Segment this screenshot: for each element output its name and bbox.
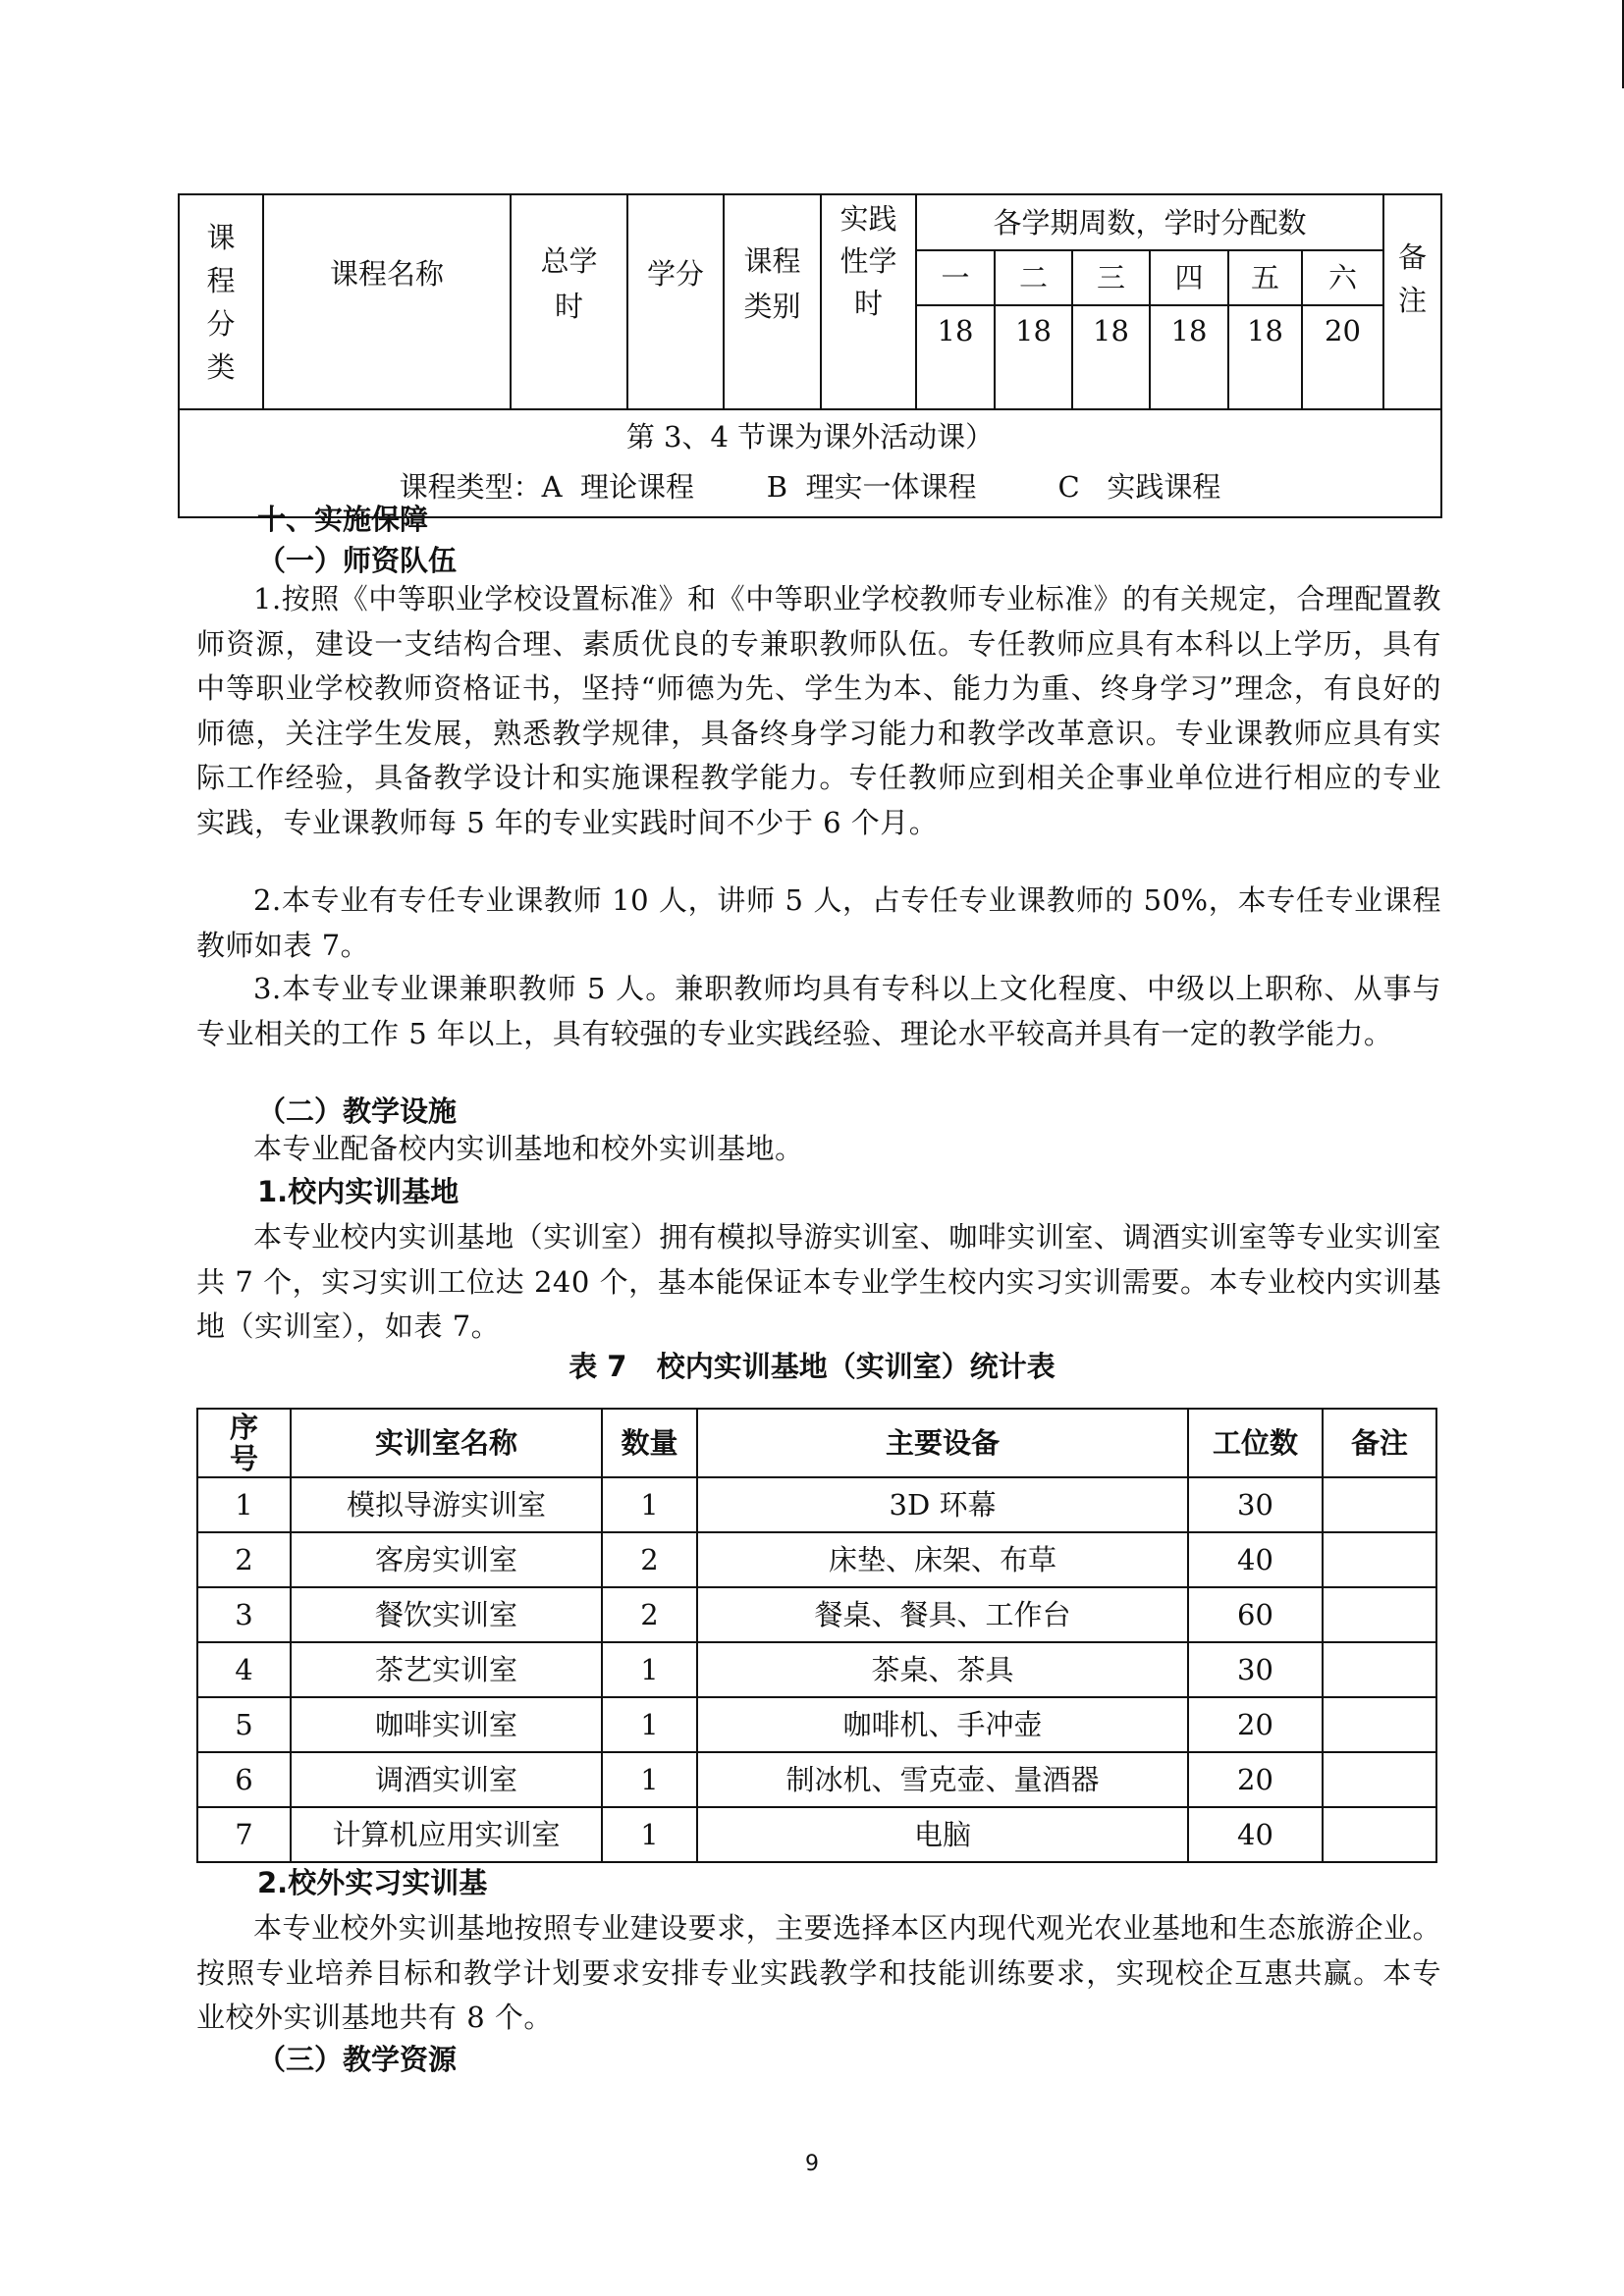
row-number: 3 [235, 1598, 253, 1631]
header-text: 时 [853, 287, 883, 320]
header-no [198, 1410, 290, 1476]
station-count: 60 [1237, 1598, 1273, 1631]
semester-weeks: 18 [1015, 314, 1052, 347]
header-text: 序 [229, 1411, 258, 1444]
room-equipment: 餐桌、餐具、工作台 [814, 1598, 1071, 1631]
room-name: 咖啡实训室 [374, 1708, 517, 1741]
semester-name: 二 [1018, 261, 1048, 294]
room-quantity: 1 [640, 1818, 659, 1851]
subsection-title-facilities: （二）教学设施 [257, 1095, 458, 1128]
item-title-offcampus: 2.校外实习实训基 [257, 1866, 488, 1899]
header-remarks: 备注 [1350, 1426, 1408, 1460]
row-number: 1 [235, 1488, 253, 1522]
room-quantity: 2 [640, 1543, 659, 1576]
header-course-name: 课程名称 [329, 257, 444, 291]
header-practice-hours [822, 195, 915, 328]
semester-name: 六 [1327, 261, 1357, 294]
room-equipment: 咖啡机、手冲壶 [842, 1708, 1043, 1741]
paragraph-offcampus: 本专业校外实训基地按照专业建设要求，主要选择本区内现代观光农业基地和生态旅游企业。按照专业培养目标和教学计划要求安排专业实践教学和技能训练要求，实现校企互惠共赢。本专业校外实训基地共有 8 个。 [196, 1911, 1441, 2034]
semester-weeks: 18 [1170, 314, 1208, 347]
row-remarks [1324, 1698, 1435, 1751]
header-text: 分 [206, 306, 236, 341]
row-remarks [1324, 1478, 1435, 1531]
header-quantity: 数量 [621, 1426, 678, 1460]
semester-weeks: 18 [937, 314, 974, 347]
station-count: 40 [1237, 1818, 1273, 1851]
header-text: 程 [206, 263, 236, 297]
row-remarks [1324, 1643, 1435, 1696]
paragraph-oncampus: 本专业校内实训基地（实训室）拥有模拟导游实训室、咖啡实训室、调酒实训室等专业实训室共 7 个，实习实训工位达 240 个，基本能保证本专业学生校内实习实训需要。本专业校内实训基地（实训室），如表 7。 [196, 1220, 1441, 1343]
header-course-category [180, 195, 262, 408]
page-number: 9 [805, 2152, 819, 2176]
paragraph-facilities-intro: 本专业配备校内实训基地和校外实训基地。 [253, 1132, 804, 1165]
header-text: 总学 [540, 244, 598, 278]
room-equipment: 电脑 [913, 1818, 971, 1851]
room-name: 客房实训室 [374, 1543, 517, 1576]
table-border [196, 1861, 1437, 1863]
row-remarks [1324, 1588, 1435, 1641]
room-equipment: 制冰机、雪克壶、量酒器 [785, 1763, 1100, 1796]
header-semester-group: 各学期周数，学时分配数 [993, 205, 1307, 240]
room-quantity: 1 [640, 1488, 659, 1522]
semester-name: 五 [1250, 261, 1279, 294]
station-count: 20 [1237, 1763, 1273, 1796]
station-count: 30 [1237, 1653, 1273, 1686]
header-credits: 学分 [646, 257, 704, 291]
room-quantity: 1 [640, 1708, 659, 1741]
room-equipment: 床垫、床架、布草 [828, 1543, 1056, 1576]
room-quantity: 1 [640, 1763, 659, 1796]
semester-name: 三 [1096, 261, 1125, 294]
header-text: 时 [554, 290, 583, 323]
table-border [1435, 1408, 1437, 1863]
room-name: 餐饮实训室 [374, 1598, 517, 1631]
header-text: 号 [229, 1442, 258, 1475]
header-text: 注 [1397, 284, 1427, 317]
header-text: 类别 [743, 290, 801, 323]
header-text: 课程 [743, 244, 801, 278]
header-room-name: 实训室名称 [374, 1426, 517, 1460]
semester-name: 一 [941, 261, 970, 294]
header-text: 类 [206, 349, 236, 384]
header-text: 课 [206, 220, 236, 254]
paragraph-teachers-3: 3.本专业专业课兼职教师 5 人。兼职教师均具有专科以上文化程度、中级以上职称、从事与专业相关的工作 5 年以上，具有较强的专业实践经验、理论水平较高并具有一定的教学能力。 [196, 972, 1441, 1050]
header-text: 备 [1397, 240, 1427, 274]
semester-weeks: 20 [1325, 314, 1361, 347]
subsection-title-resources: （三）教学资源 [257, 2043, 458, 2076]
station-count: 30 [1237, 1488, 1273, 1522]
section-title: 十、实施保障 [257, 503, 429, 536]
header-equipment: 主要设备 [885, 1426, 1000, 1460]
header-text: 实践 [839, 202, 897, 236]
header-stations: 工位数 [1212, 1426, 1298, 1460]
subsection-title-teachers: （一）师资队伍 [257, 544, 458, 577]
station-count: 40 [1237, 1543, 1273, 1576]
row-number: 7 [235, 1818, 253, 1851]
row-number: 4 [235, 1653, 253, 1686]
room-name: 调酒实训室 [374, 1763, 517, 1796]
semester-name: 四 [1174, 261, 1204, 294]
room-name: 计算机应用实训室 [332, 1818, 561, 1851]
room-quantity: 1 [640, 1653, 659, 1686]
room-name: 茶艺实训室 [374, 1653, 517, 1686]
table-note-course-types: 课程类型：A 理论课程 B 理实一体课程 C 实践课程 [399, 470, 1221, 504]
room-quantity: 2 [640, 1598, 659, 1631]
room-name: 模拟导游实训室 [346, 1488, 546, 1522]
header-course-type [725, 195, 820, 372]
row-remarks [1324, 1808, 1435, 1861]
row-number: 6 [235, 1763, 253, 1796]
table-border [1440, 193, 1442, 518]
room-equipment: 3D 环幕 [889, 1488, 997, 1522]
item-title-oncampus: 1.校内实训基地 [257, 1175, 460, 1208]
room-equipment: 茶桌、茶具 [871, 1653, 1014, 1686]
table7-caption: 表 7 校内实训基地（实训室）统计表 [568, 1350, 1056, 1383]
table-note-activity: 第 3、4 节课为课外活动课） [625, 420, 995, 454]
row-number: 2 [235, 1543, 253, 1576]
paragraph-teachers-2: 2.本专业有专任专业课教师 10 人，讲师 5 人，占专任专业课教师的 50%，本专任专业课程教师如表 7。 [196, 883, 1441, 962]
station-count: 20 [1237, 1708, 1273, 1741]
row-remarks [1324, 1533, 1435, 1586]
paragraph-teachers-1: 1.按照《中等职业学校设置标准》和《中等职业学校教师专业标准》的有关规定，合理配置教师资源，建设一支结构合理、素质优良的专兼职教师队伍。专任教师应具有本科以上学历，具有中等职业学校教师资格证书，坚持“师德为先、学生为本、能力为重、终身学习”理念，有良好的师德，关注学生发展，熟悉教学规律，具备终身学习能力和教学改革意识。专业课教师应具有实际工作经验，具备教学设计和实施课程教学能力。专任教师应到相关企事业单位进行相应的专业实践，专业课教师每 5 年的专业实践时间不少于 6 个月。 [196, 582, 1441, 839]
semester-weeks: 18 [1093, 314, 1129, 347]
row-remarks [1324, 1753, 1435, 1806]
header-text: 性学 [839, 244, 897, 278]
header-remarks [1384, 195, 1440, 362]
semester-weeks: 18 [1247, 314, 1283, 347]
row-number: 5 [235, 1708, 253, 1741]
header-total-hours [512, 195, 626, 372]
